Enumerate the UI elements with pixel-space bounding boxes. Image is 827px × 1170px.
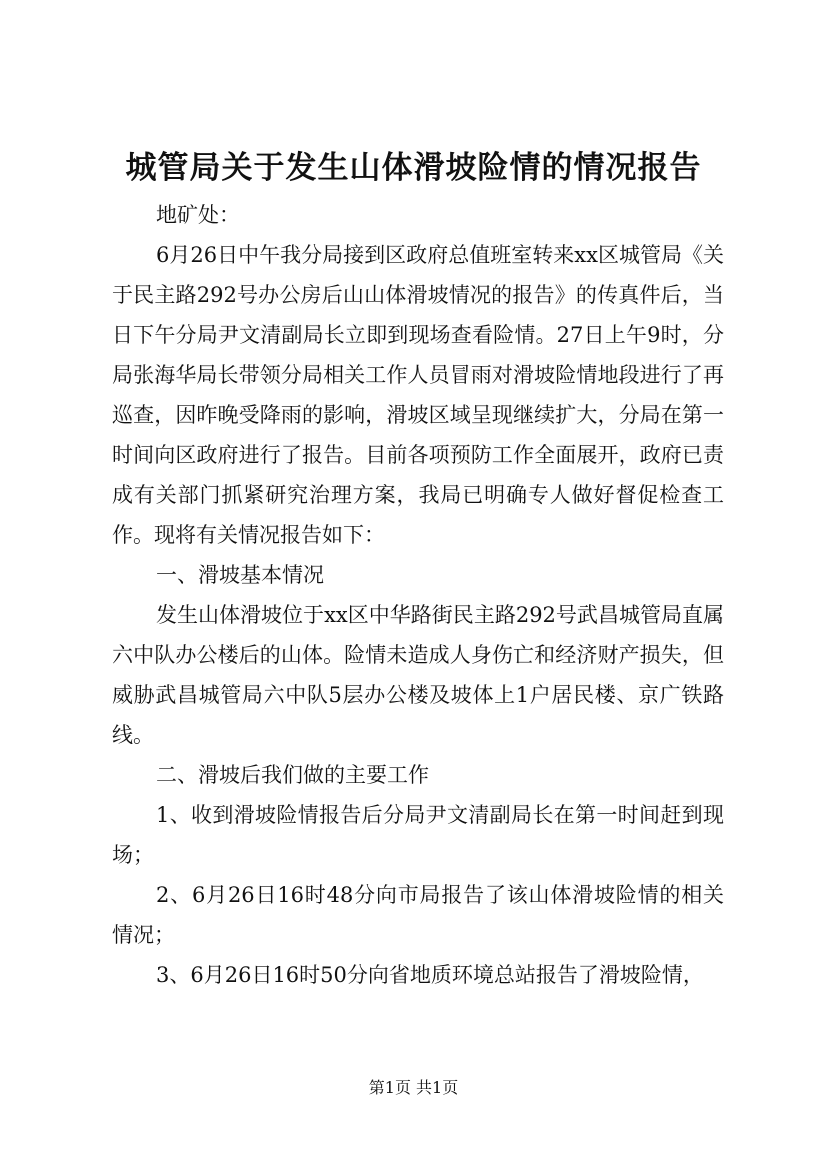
work-item-3: 3、6月26日16时50分向省地质环境总站报告了滑坡险情， <box>156 963 704 987</box>
document-body <box>112 195 724 995</box>
salutation-paragraph: 地矿处： <box>156 203 240 227</box>
situation-paragraph: 发生山体滑坡位于xx区中华路街民主路292号武昌城管局直属六中队办公楼后的山体。险情未造成人身伤亡和经济财产损失，但威胁武昌城管局六中队5层办公楼及坡体上1户居民楼、京广铁路线。 <box>112 603 724 747</box>
work-item-1: 1、收到滑坡险情报告后分局尹文清副局长在第一时间赶到现场； <box>112 803 724 867</box>
document-title: 城管局关于发生山体滑坡险情的情况报告 <box>125 150 702 186</box>
work-item-2: 2、6月26日16时48分向市局报告了该山体滑坡险情的相关情况； <box>112 883 724 947</box>
section-heading-2: 二、滑坡后我们做的主要工作 <box>156 763 429 787</box>
section-heading-1: 一、滑坡基本情况 <box>156 563 324 587</box>
intro-paragraph: 6月26日中午我分局接到区政府总值班室转来xx区城管局《关于民主路292号办公房后山山体滑坡情况的报告》的传真件后，当日下午分局尹文清副局长立即到现场查看险情。27日上午9时，分局张海华局长带领分局相关工作人员冒雨对滑坡险情地段进行了再巡查，因昨晚受降雨的影响，滑坡区域呈现继续扩大，分局在第一时间向区政府进行了报告。目前各项预防工作全面展开，政府已责成有关部门抓紧研究治理方案，我局已明确专人做好督促检查工作。现将有关情况报告如下： <box>112 243 724 547</box>
page-number-footer: 第1页 共1页 <box>368 1078 459 1097</box>
